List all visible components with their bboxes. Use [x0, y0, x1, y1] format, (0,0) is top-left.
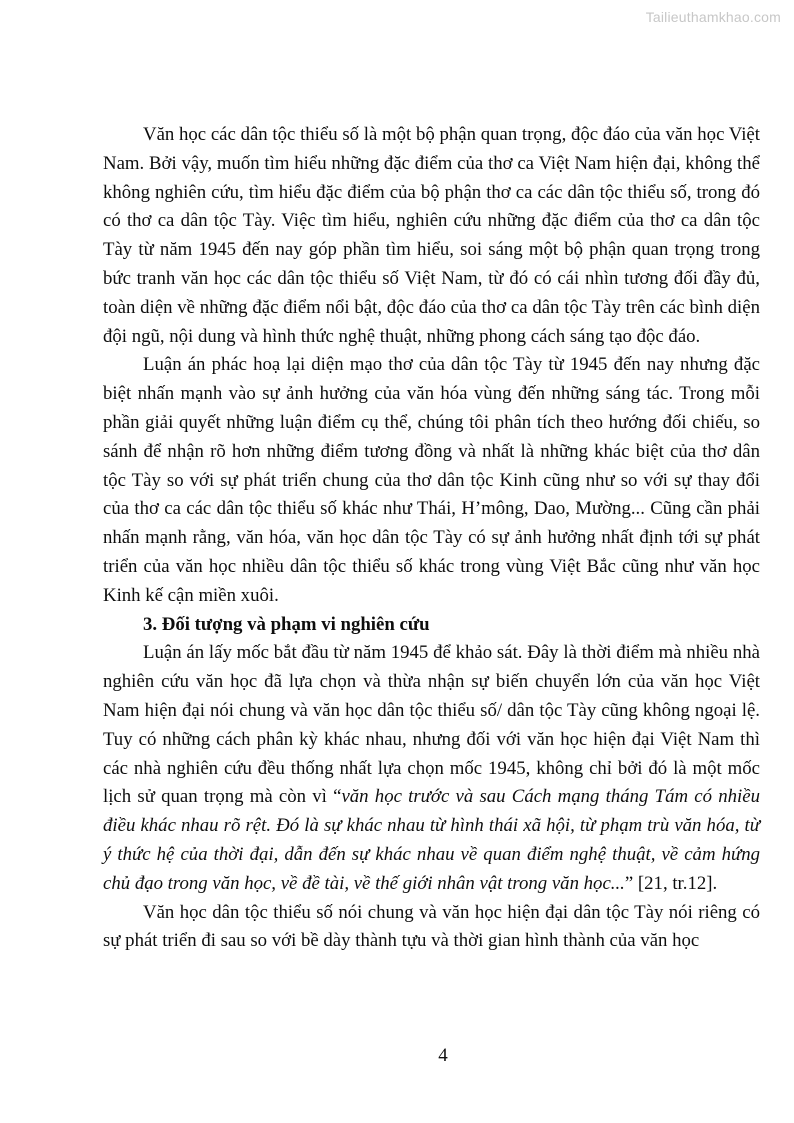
paragraph-4: Văn học dân tộc thiểu số nói chung và văn học hiện đại dân tộc Tày nói riêng có sự phát triển đi sau so với bề dày thành tựu và thời gian hình thành của văn học	[103, 901, 760, 952]
watermark: Tailieuthamkhao.com	[645, 9, 781, 25]
paragraph-3-quote: văn học trước và sau Cách mạng tháng Tám có nhiều điều khác nhau rõ rệt. Đó là sự khác nhau từ hình thái xã hội, từ phạm trù văn hóa, từ ý thức hệ của thời đại, dẫn đến sự khác nhau về quan điểm nghệ thuật, về cảm hứng chủ đạo trong văn học, về đề tài, về thế giới nhân vật trong văn học...	[103, 786, 760, 894]
document-body	[103, 121, 760, 956]
paragraph-3-citation: ” [21, tr.12].	[624, 872, 718, 894]
paragraph-3	[103, 639, 760, 898]
page-number: 4	[438, 1045, 448, 1066]
paragraph-2: Luận án phác hoạ lại diện mạo thơ của dân tộc Tày từ 1945 đến nay nhưng đặc biệt nhấn mạnh vào sự ảnh hưởng của văn hóa vùng đến những sáng tác. Trong mỗi phần giải quyết những luận điểm cụ thể, chúng tôi phân tích theo hướng đối chiếu, so sánh để nhận rõ hơn những điểm tương đồng và nhất là những khác biệt của thơ dân tộc Tày so với sự phát triển chung của thơ dân tộc Kinh cũng như so với sự thay đổi của thơ ca các dân tộc thiểu số khác như Thái, H’mông, Dao, Mường... Cũng cần phải nhấn mạnh rằng, văn hóa, văn học dân tộc Tày có sự ảnh hưởng nhất định tới sự phát triển của văn học nhiều dân tộc thiểu số khác trong vùng Việt Bắc cũng như văn học Kinh kế cận miền xuôi.	[103, 354, 760, 606]
paragraph-3-before-quote: Luận án lấy mốc bắt đầu từ năm 1945 để khảo sát. Đây là thời điểm mà nhiều nhà nghiên cứu văn học đã lựa chọn và thừa nhận sự biến chuyển lớn của văn học Việt Nam hiện đại nói chung và văn học dân tộc thiểu số/ dân tộc Tày cũng không ngoại lệ. Tuy có những cách phân kỳ khác nhau, nhưng đối với văn học hiện đại Việt Nam thì các nhà nghiên cứu đều thống nhất lựa chọn mốc 1945, không chỉ bởi đó là một mốc lịch sử quan trọng mà còn vì “	[103, 642, 760, 808]
paragraph-1: Văn học các dân tộc thiểu số là một bộ phận quan trọng, độc đáo của văn học Việt Nam. Bởi vậy, muốn tìm hiểu những đặc điểm của thơ ca Việt Nam hiện đại, không thể không nghiên cứu, tìm hiểu đặc điểm của bộ phận thơ ca các dân tộc thiểu số, trong đó có thơ ca dân tộc Tày. Việc tìm hiểu, nghiên cứu những đặc điểm của thơ ca dân tộc Tày từ năm 1945 đến nay góp phần tìm hiểu, soi sáng một bộ phận quan trọng trong bức tranh văn học các dân tộc thiểu số Việt Nam, từ đó có cái nhìn tương đối đầy đủ, toàn diện về những đặc điểm nổi bật, độc đáo của thơ ca dân tộc Tày trên các bình diện đội ngũ, nội dung và hình thức nghệ thuật, những phong cách sáng tạo độc đáo.	[103, 124, 760, 347]
section-heading: 3. Đối tượng và phạm vi nghiên cứu	[143, 613, 430, 635]
